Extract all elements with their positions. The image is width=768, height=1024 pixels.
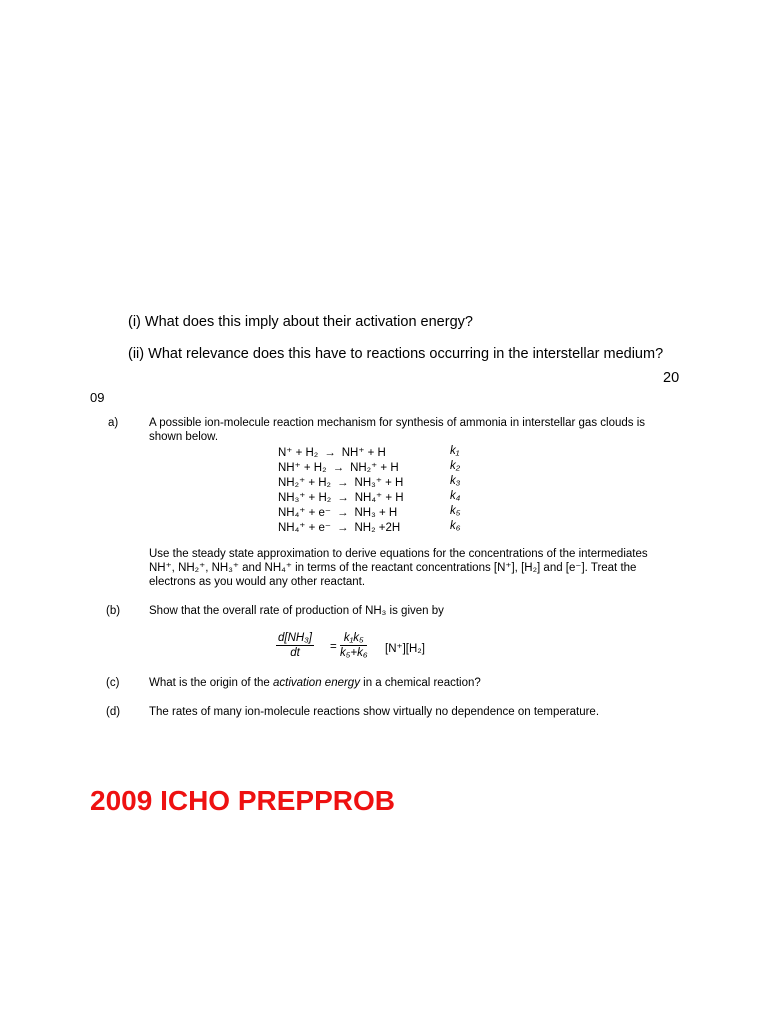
part-a-intro [149,416,689,444]
rate-constant: k₄ [450,490,461,502]
rate-constant: k₅ [450,505,461,517]
part-d-label: (d) [106,706,121,718]
part-a-instructions-line3: electrons as you would any other reactant. [149,576,366,588]
part-b-text: Show that the overall rate of production of NH₃ is given by [149,605,444,617]
part-a-intro-line1: A possible ion-molecule reaction mechanism for synthesis of ammonia in interstellar gas clouds is [149,417,646,429]
rate-constant: k₆ [450,520,461,532]
arrow-icon: → [332,462,345,474]
reaction-row: N⁺ + H₂ → NH⁺ + H [278,447,386,459]
part-b-label: (b) [106,605,121,617]
lhs-denominator: dt [290,647,300,659]
arrow-icon: → [337,492,349,504]
part-a-label: a) [108,417,119,429]
question-i: (i) What does this imply about their activation energy? [128,314,473,330]
rhs-concentrations: [N⁺][H₂] [385,643,425,655]
lhs-numerator: d[NH₃] [278,632,312,644]
reaction-row: NH⁺ + H₂ → NH₂⁺ + H [278,462,399,474]
rate-constant: k₃ [450,475,461,487]
rhs-fraction [340,632,367,659]
rate-constant: k₁ [450,445,460,457]
rhs-numerator: k₁k₅ [340,632,367,646]
rate-constant: k₂ [450,460,461,472]
reaction-row: NH₄⁺ + e⁻ → NH₂ +2H [278,522,401,534]
part-a-instructions-line1: Use the steady state approximation to derive equations for the concentrations of the intermediates [149,548,648,560]
reaction-row: NH₄⁺ + e⁻ → NH₃ + H [278,507,398,519]
reaction-row: NH₂⁺ + H₂ → NH₃⁺ + H [278,477,404,489]
arrow-icon: → [336,507,349,519]
part-a-intro-line2: shown below. [149,431,219,443]
reaction-row: NH₃⁺ + H₂ → NH₄⁺ + H [278,492,404,504]
arrow-icon: → [336,522,349,534]
part-d-text: The rates of many ion-molecule reactions show virtually no dependence on temperature. [149,706,600,718]
part-c-label: (c) [106,677,120,689]
document-title: 2009 ICHO PREPPROB [90,785,395,816]
equals-sign: = [330,641,337,653]
arrow-icon: → [324,447,336,459]
page-number: 20 [663,370,680,386]
part-a-instructions [149,547,689,589]
problem-number: 09 [90,390,105,405]
rhs-denominator: k₅+k₆ [340,647,368,659]
part-a-instructions-line2: NH⁺, NH₂⁺, NH₃⁺ and NH₄⁺ in terms of the reactant concentrations [N⁺], [H₂] and [e⁻]. Treat the [149,562,637,574]
question-ii: (ii) What relevance does this have to reactions occurring in the interstellar medium? [128,346,664,362]
part-c-text: What is the origin of the activation energy in a chemical reaction? [149,677,481,689]
arrow-icon: → [337,477,349,489]
lhs-fraction [276,632,314,659]
